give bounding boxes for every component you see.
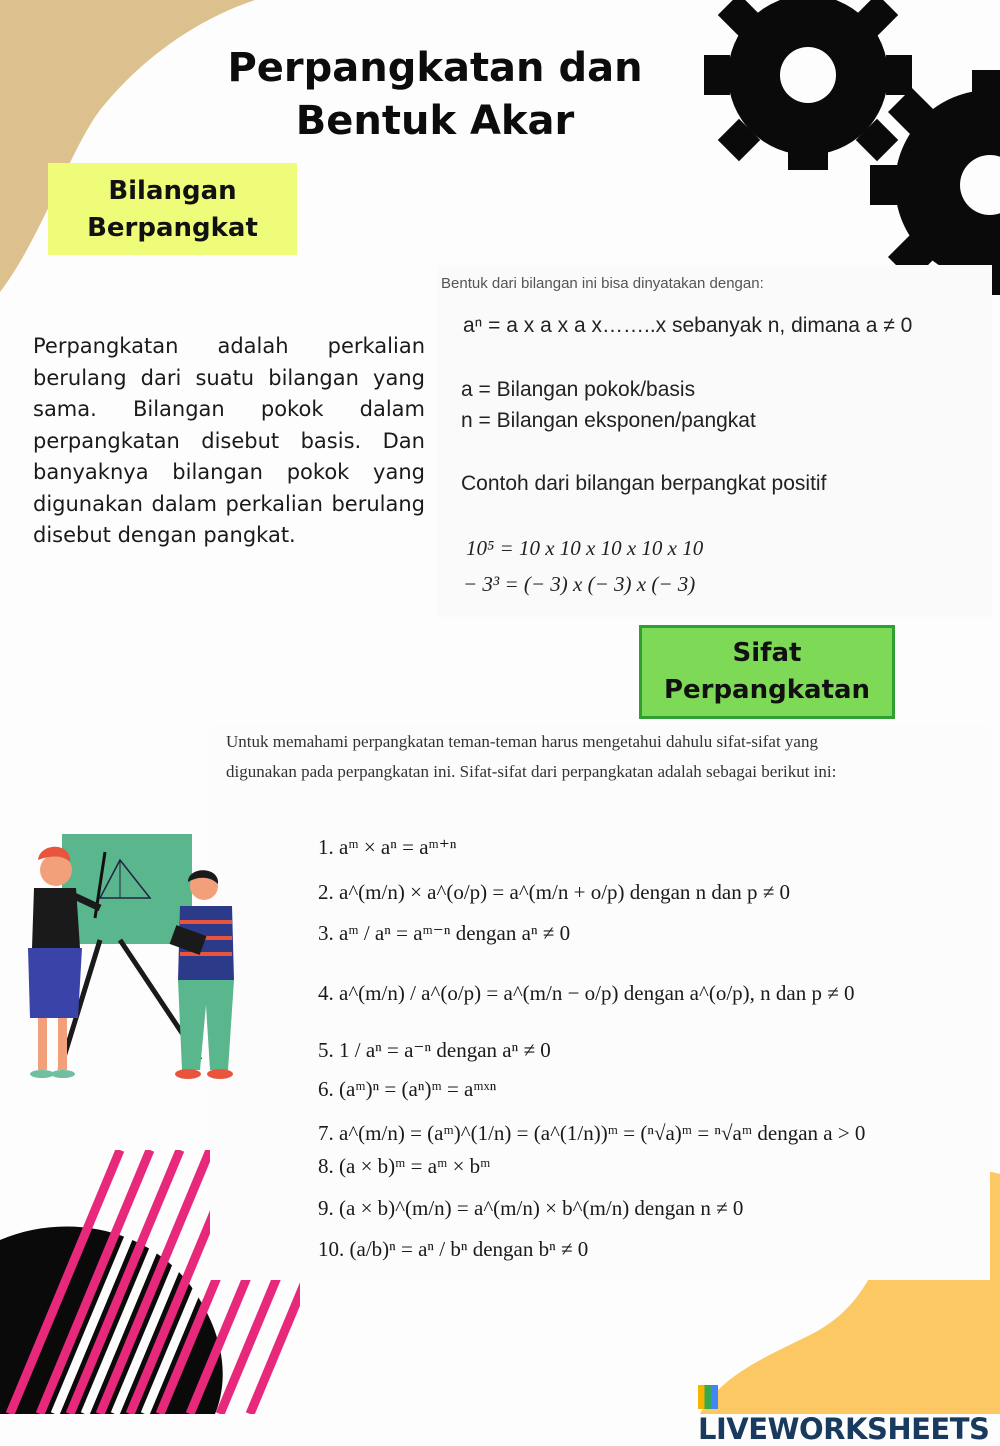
property-2: 2. a^(m/n) × a^(o/p) = a^(m/n + o/p) dengan n dan p ≠ 0 <box>318 880 791 904</box>
gear-icon <box>690 0 1000 295</box>
property-8: 8. (a × b)ᵐ = aᵐ × bᵐ <box>318 1154 491 1178</box>
exponent-definition: n = Bilangan eksponen/pangkat <box>461 409 756 432</box>
section-heading-bilangan-berpangkat <box>48 163 297 255</box>
teacher-student-illustration <box>20 830 245 1090</box>
example-heading: Contoh dari bilangan berpangkat positif <box>461 472 827 495</box>
section2-heading-line1: Sifat <box>732 638 802 668</box>
base-definition: a = Bilangan pokok/basis <box>461 378 696 401</box>
section-heading-sifat-perpangkatan <box>639 625 895 719</box>
property-5: 5. 1 / aⁿ = a⁻ⁿ dengan aⁿ ≠ 0 <box>318 1038 551 1062</box>
title-line1: Perpangkatan dan <box>227 45 643 91</box>
page-title <box>200 42 670 148</box>
sifat-intro-line2: digunakan pada perpangkatan ini. Sifat-sifat dari perpangkatan adalah sebagai berikut ini: <box>226 762 837 781</box>
definition-formula: aⁿ = a x a x a x……..x sebanyak n, dimana a ≠ 0 <box>463 314 913 337</box>
sifat-intro-line1: Untuk memahami perpangkatan teman-teman harus mengetahui dahulu sifat-sifat yang <box>226 732 818 751</box>
section2-heading-line2: Perpangkatan <box>663 675 871 705</box>
section1-heading-line2: Berpangkat <box>87 213 258 243</box>
example-2: − 3³ = (− 3) x (− 3) x (− 3) <box>463 572 696 596</box>
section1-heading-line1: Bilangan <box>108 176 237 206</box>
liveworksheets-logo[interactable] <box>698 1378 1000 1446</box>
property-7: 7. a^(m/n) = (aᵐ)^(1/n) = (a^(1/n))ᵐ = (ⁿ√a)ᵐ = ⁿ√aᵐ dengan a > 0 <box>318 1121 866 1145</box>
property-1: 1. aᵐ × aⁿ = aᵐ⁺ⁿ <box>318 835 457 859</box>
logo-text: LIVEWORKSHEETS <box>698 1412 990 1446</box>
property-9: 9. (a × b)^(m/n) = a^(m/n) × b^(m/n) dengan n ≠ 0 <box>318 1196 744 1220</box>
property-3: 3. aᵐ / aⁿ = aᵐ⁻ⁿ dengan aⁿ ≠ 0 <box>318 921 571 945</box>
example-1: 10⁵ = 10 x 10 x 10 x 10 x 10 <box>466 536 704 560</box>
property-4: 4. a^(m/n) / a^(o/p) = a^(m/n − o/p) dengan a^(o/p), n dan p ≠ 0 <box>318 981 855 1005</box>
definition-caption: Bentuk dari bilangan ini bisa dinyatakan dengan: <box>441 275 764 292</box>
property-6: 6. (aᵐ)ⁿ = (aⁿ)ᵐ = aᵐˣⁿ <box>318 1077 497 1101</box>
intro-paragraph: Perpangkatan adalah perkalian berulang dari suatu bilangan yang sama. Bilangan pokok dalam perpangkatan disebut basis. Dan banyaknya bilangan pokok yang digunakan dalam perkalian berulang disebut dengan pangkat. <box>33 334 425 547</box>
title-line2: Bentuk Akar <box>295 98 575 144</box>
property-10: 10. (a/b)ⁿ = aⁿ / bⁿ dengan bⁿ ≠ 0 <box>318 1237 589 1261</box>
logo-mark-icon <box>698 1385 718 1409</box>
